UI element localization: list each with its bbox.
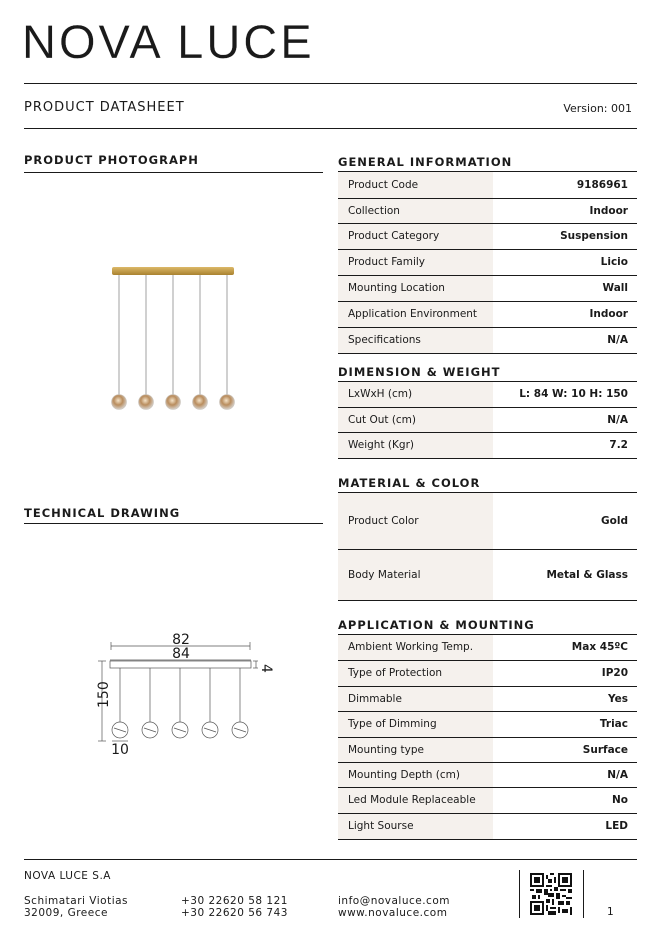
spec-value: Indoor xyxy=(493,198,637,223)
spec-key: Type of Dimming xyxy=(338,711,493,737)
spec-value: Surface xyxy=(493,737,637,762)
spec-value: Max 45ºC xyxy=(493,635,637,660)
table-row xyxy=(338,787,637,813)
footer-email-link[interactable]: info@novaluce.com xyxy=(338,895,450,907)
spec-key: Cut Out (cm) xyxy=(338,407,493,432)
table-row xyxy=(338,549,637,600)
footer-phone2: +30 22620 56 743 xyxy=(181,907,288,919)
spec-value: N/A xyxy=(493,327,637,353)
table-row xyxy=(338,762,637,787)
product-photo xyxy=(100,260,250,420)
spec-key: LxWxH (cm) xyxy=(338,382,493,407)
canopy-bar xyxy=(112,267,234,275)
spec-key: Dimmable xyxy=(338,686,493,711)
dimension-table xyxy=(338,382,637,459)
table-row xyxy=(338,275,637,301)
general-table xyxy=(338,172,637,354)
table-row xyxy=(338,813,637,839)
footer-address-line2: 32009, Greece xyxy=(24,907,108,919)
table-row xyxy=(338,493,637,549)
table-row xyxy=(338,711,637,737)
drawing-rule xyxy=(24,523,323,524)
document-title: PRODUCT DATASHEET xyxy=(24,100,185,115)
section-drawing-title: TECHNICAL DRAWING xyxy=(24,506,181,520)
dim-82: 82 xyxy=(172,632,190,648)
dim-10: 10 xyxy=(111,742,129,758)
spec-key: Type of Protection xyxy=(338,660,493,686)
spec-key: Ambient Working Temp. xyxy=(338,635,493,660)
spec-value: Suspension xyxy=(493,223,637,249)
photo-rule xyxy=(24,172,323,173)
spec-value: 9186961 xyxy=(493,172,637,198)
section-general-title: GENERAL INFORMATION xyxy=(338,155,513,169)
spec-key: Mounting Depth (cm) xyxy=(338,762,493,787)
spec-key: Mounting type xyxy=(338,737,493,762)
material-table xyxy=(338,493,637,601)
qr-divider-right xyxy=(583,870,584,918)
section-material-title: MATERIAL & COLOR xyxy=(338,476,481,490)
table-row xyxy=(338,660,637,686)
spec-key: Body Material xyxy=(338,549,493,600)
page-number: 1 xyxy=(607,906,615,918)
spec-key: Led Module Replaceable xyxy=(338,787,493,813)
spec-key: Collection xyxy=(338,198,493,223)
table-row xyxy=(338,223,637,249)
table-row xyxy=(338,382,637,407)
spec-value: LED xyxy=(493,813,637,839)
application-table xyxy=(338,635,637,840)
spec-key: Product Color xyxy=(338,493,493,549)
table-row xyxy=(338,635,637,660)
table-row xyxy=(338,737,637,762)
spec-value: L: 84 W: 10 H: 150 xyxy=(493,382,637,407)
table-row xyxy=(338,327,637,353)
spec-value: Wall xyxy=(493,275,637,301)
spec-value: IP20 xyxy=(493,660,637,686)
version-label: Version: 001 xyxy=(563,102,632,115)
table-row xyxy=(338,432,637,458)
spec-value: Triac xyxy=(493,711,637,737)
spec-value: N/A xyxy=(493,407,637,432)
dim-150: 150 xyxy=(96,681,112,708)
table-row xyxy=(338,301,637,327)
technical-drawing xyxy=(90,628,280,758)
spec-value: Gold xyxy=(493,493,637,549)
spec-key: Product Code xyxy=(338,172,493,198)
glass-pendants xyxy=(112,395,235,410)
spec-key: Product Category xyxy=(338,223,493,249)
header-top-rule xyxy=(24,83,637,84)
brand-logo: NOVA LUCE xyxy=(22,15,315,68)
header-bottom-rule xyxy=(24,128,637,129)
spec-value: Yes xyxy=(493,686,637,711)
spec-value: N/A xyxy=(493,762,637,787)
spec-value: No xyxy=(493,787,637,813)
spec-key: Application Environment xyxy=(338,301,493,327)
spec-value: Indoor xyxy=(493,301,637,327)
footer-company: NOVA LUCE S.A xyxy=(24,870,111,882)
spec-value: 7.2 xyxy=(493,432,637,458)
spec-key: Light Sourse xyxy=(338,813,493,839)
section-dimension-title: DIMENSION & WEIGHT xyxy=(338,365,501,379)
spec-value: Licio xyxy=(493,249,637,275)
footer-address-line1: Schimatari Viotias xyxy=(24,895,129,907)
section-application-title: APPLICATION & MOUNTING xyxy=(338,618,535,632)
table-row xyxy=(338,407,637,432)
spec-value: Metal & Glass xyxy=(493,549,637,600)
dim-84: 84 xyxy=(172,646,190,662)
spec-key: Product Family xyxy=(338,249,493,275)
spec-key: Specifications xyxy=(338,327,493,353)
dim-4: 4 xyxy=(258,664,274,673)
qr-code-icon xyxy=(530,873,572,915)
table-row xyxy=(338,172,637,198)
footer-phone1: +30 22620 58 121 xyxy=(181,895,288,907)
footer-web-link[interactable]: www.novaluce.com xyxy=(338,907,448,919)
table-row xyxy=(338,198,637,223)
spec-key: Mounting Location xyxy=(338,275,493,301)
section-photo-title: PRODUCT PHOTOGRAPH xyxy=(24,153,199,167)
qr-divider-left xyxy=(519,870,520,918)
spec-key: Weight (Kgr) xyxy=(338,432,493,458)
footer-rule xyxy=(24,859,637,860)
table-row xyxy=(338,249,637,275)
table-row xyxy=(338,686,637,711)
